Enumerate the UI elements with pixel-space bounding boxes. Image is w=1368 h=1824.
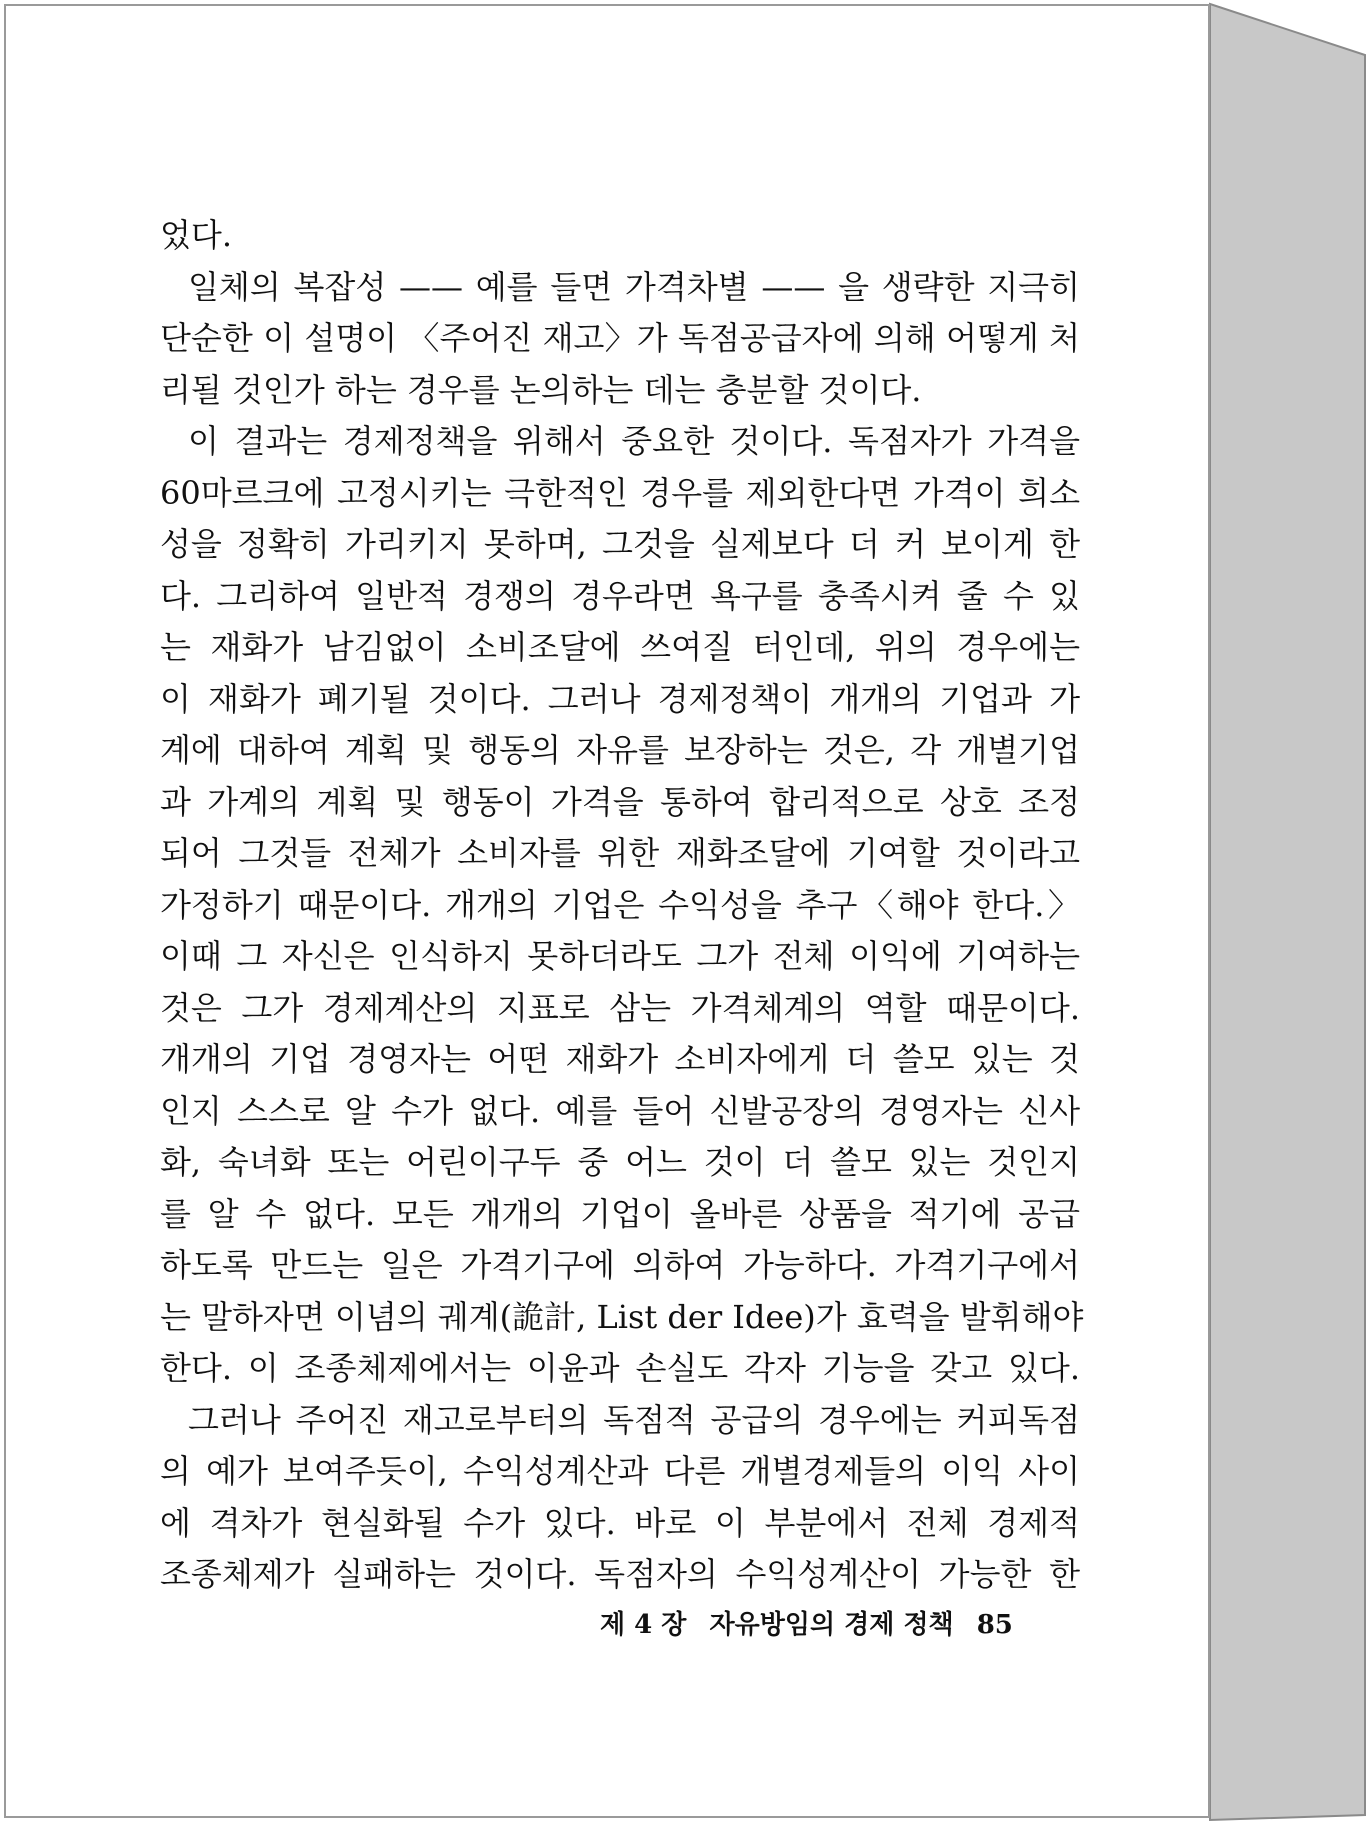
text-line: 조종체제가 실패하는 것이다. 독점자의 수익성계산이 가능한 한 [160, 1555, 1080, 1593]
text-line: 성을 정확히 가리키지 못하며, 그것을 실제보다 더 커 보이게 한 [160, 525, 1080, 563]
text-line: 리될 것인가 하는 경우를 논의하는 데는 충분할 것이다. [160, 370, 922, 409]
text-line: 이 재화가 폐기될 것이다. 그러나 경제정책이 개개의 기업과 가 [160, 679, 1080, 718]
text-line: 단순한 이 설명이 〈주어진 재고〉가 독점공급자에 의해 어떻게 처 [160, 319, 1080, 357]
chapter-number: 제 4 장 [600, 1610, 687, 1640]
text-line: 그러나 주어진 재고로부터의 독점적 공급의 경우에는 커피독점 [188, 1400, 1080, 1439]
text-line: 다. 그리하여 일반적 경쟁의 경우라면 욕구를 충족시켜 줄 수 있 [160, 576, 1080, 615]
text-line: 에 격차가 현실화될 수가 있다. 바로 이 부분에서 전체 경제적 [160, 1503, 1080, 1542]
text-line: 계에 대하여 계획 및 행동의 자유를 보장하는 것은, 각 개별기업 [160, 731, 1080, 769]
text-line: 일체의 복잡성 —— 예를 들면 가격차별 —— 을 생략한 지극히 [188, 267, 1080, 306]
chapter-title: 자유방임의 경제 정책 [709, 1610, 954, 1640]
text-line: 것은 그가 경제계산의 지표로 삼는 가격체계의 역할 때문이다. [160, 988, 1080, 1027]
text-line: 는 말하자면 이념의 궤계(詭計, List der Idee)가 효력을 발휘해야 [160, 1297, 1084, 1336]
text-line: 개개의 기업 경영자는 어떤 재화가 소비자에게 더 쓸모 있는 것 [160, 1040, 1080, 1078]
text-line: 한다. 이 조종체제에서는 이윤과 손실도 각자 기능을 갖고 있다. [160, 1349, 1080, 1387]
text-line: 하도록 만드는 일은 가격기구에 의하여 가능하다. 가격기구에서 [160, 1246, 1080, 1284]
running-footer [600, 1604, 1050, 1644]
body-text [160, 210, 1084, 1601]
page-number: 85 [976, 1610, 1013, 1640]
text-line: 의 예가 보여주듯이, 수익성계산과 다른 개별경제들의 이익 사이 [160, 1452, 1080, 1490]
text-line: 이때 그 자신은 인식하지 못하더라도 그가 전체 이익에 기여하는 [160, 937, 1080, 975]
text-line: 가정하기 때문이다. 개개의 기업은 수익성을 추구〈해야 한다.〉 [160, 885, 1080, 924]
text-line: 인지 스스로 알 수가 없다. 예를 들어 신발공장의 경영자는 신사 [160, 1091, 1080, 1130]
text-line: 화, 숙녀화 또는 어린이구두 중 어느 것이 더 쓸모 있는 것인지 [160, 1143, 1080, 1181]
text-line: 었다. [160, 216, 232, 254]
text-line: 과 가계의 계획 및 행동이 가격을 통하여 합리적으로 상호 조정 [160, 782, 1080, 821]
text-line: 이 결과는 경제정책을 위해서 중요한 것이다. 독점자가 가격을 [188, 422, 1080, 460]
text-line: 를 알 수 없다. 모든 개개의 기업이 올바른 상품을 적기에 공급 [160, 1194, 1080, 1233]
text-line: 60마르크에 고정시키는 극한적인 경우를 제외한다면 가격이 희소 [160, 473, 1080, 512]
text-line: 되어 그것들 전체가 소비자를 위한 재화조달에 기여할 것이라고 [160, 834, 1080, 872]
text-line: 는 재화가 남김없이 소비조달에 쓰여질 터인데, 위의 경우에는 [160, 628, 1080, 666]
